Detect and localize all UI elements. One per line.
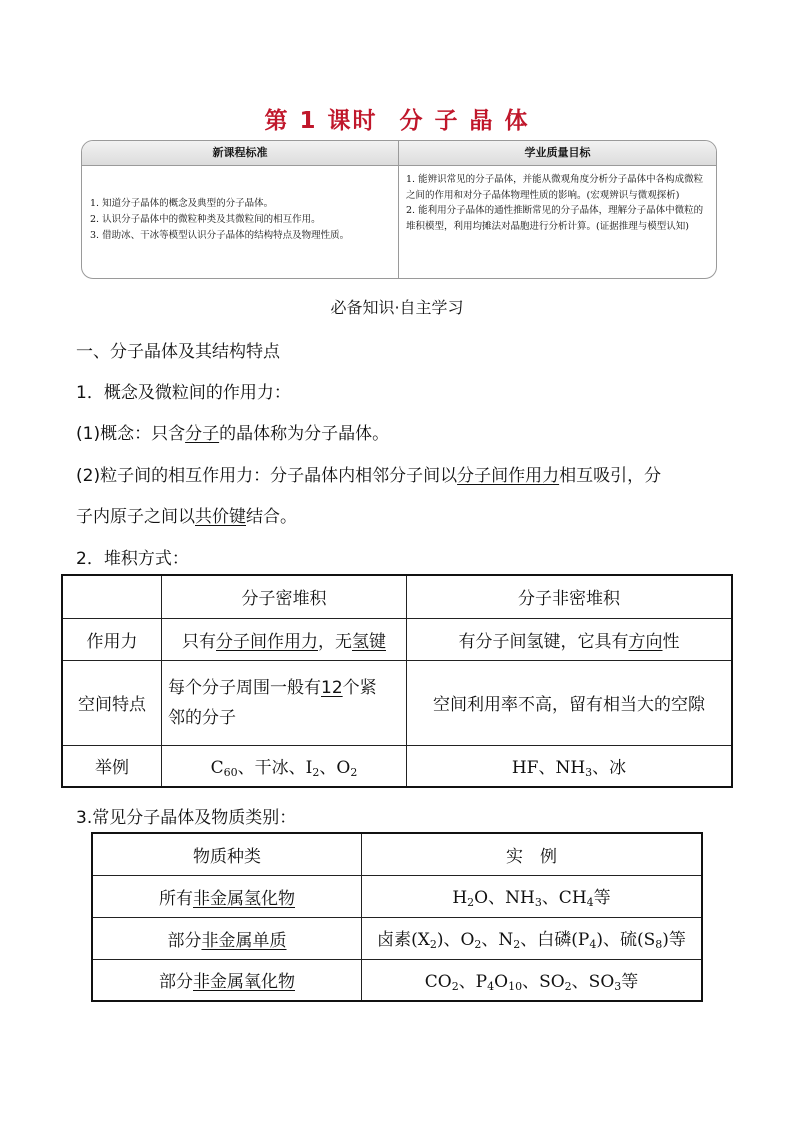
table-row: [92, 833, 702, 875]
table-cell: 有分子间氢键，它具有方向性: [407, 618, 733, 660]
table-cell: 只有分子间作用力，无氢键: [162, 618, 407, 660]
table-cell: 所有非金属氢化物: [92, 875, 362, 917]
table-header: 物质种类: [92, 833, 362, 875]
table-row: [62, 618, 732, 660]
goal-item: 2. 能利用分子晶体的通性推断常见的分子晶体，理解分子晶体中微粒的堆积模型，利用均摊法对晶胞进行分析计算。(证据推理与模型认知): [406, 205, 704, 232]
blank-answer: 分子间作用力: [457, 466, 560, 486]
standards-divider: [398, 141, 399, 278]
blank-answer: 共价键: [195, 507, 246, 527]
item-1-1: (1)概念：只含分子的晶体称为分子晶体。: [76, 424, 390, 444]
row-label: 作用力: [62, 618, 162, 660]
table-cell: 空间利用率不高，留有相当大的空隙: [407, 660, 733, 745]
row-label: 举例: [62, 745, 162, 787]
standard-item: 2. 认识分子晶体中的微粒种类及其微粒间的相互作用。: [90, 214, 321, 225]
table-row: [62, 745, 732, 787]
table-cell: 卤素$(X_2)$、$O_2$、$N_2$、白磷$(P_4)$、硫$(S_8)$等: [362, 917, 703, 959]
standard-item: 3. 借助冰、干冰等模型认识分子晶体的结构特点及物理性质。: [90, 230, 350, 241]
standards-header: [82, 141, 716, 166]
item-3: 3.常见分子晶体及物质类别：: [76, 808, 297, 828]
blank-answer: 分子: [185, 424, 220, 444]
standards-left-list: [90, 196, 390, 244]
standards-left-header: 新课程标准: [212, 146, 268, 159]
table-cell: 每个分子周围一般有12个紧 邻的分子: [162, 660, 407, 745]
standard-item: 1. 知道分子晶体的概念及典型的分子晶体。: [90, 198, 274, 209]
table-row: [62, 660, 732, 745]
table-cell: 部分非金属单质: [92, 917, 362, 959]
table-row: [92, 917, 702, 959]
section-title: 必备知识·自主学习: [330, 298, 464, 317]
row-label: 空间特点: [62, 660, 162, 745]
lesson-number: 第 1 课时: [264, 108, 378, 134]
table-cell: $C_{60}$、干冰、$I_2$、$O_2$: [162, 745, 407, 787]
item-1: 1．概念及微粒间的作用力：: [76, 383, 291, 403]
standards-right-header: 学业质量目标: [524, 146, 591, 159]
table-cell: [62, 575, 162, 618]
table-header: 实 例: [362, 833, 703, 875]
table-header: 分子密堆积: [162, 575, 407, 618]
table-cell: $H_2O$、$NH_3$、$CH_4$等: [362, 875, 703, 917]
item-1-2-cont: 子内原子之间以共价键结合。: [76, 507, 297, 527]
lesson-title: [0, 102, 794, 135]
table-row: [92, 959, 702, 1001]
item-1-2: (2)粒子间的相互作用力：分子晶体内相邻分子间以分子间作用力相互吸引，分: [76, 466, 662, 486]
heading-1: 一、分子晶体及其结构特点: [76, 342, 280, 362]
lesson-topic: 分 子 晶 体: [399, 108, 530, 134]
standards-right-list: [406, 172, 708, 234]
item-2: 2．堆积方式：: [76, 549, 189, 569]
table-row: [62, 575, 732, 618]
table-cell: $CO_2$、$P_4O_{10}$、$SO_2$、$SO_3$等: [362, 959, 703, 1001]
standards-box: [81, 140, 717, 279]
table-row: [92, 875, 702, 917]
table-cell: HF、$NH_3$、冰: [407, 745, 733, 787]
substance-table: [91, 832, 703, 1002]
goal-item: 1. 能辨识常见的分子晶体，并能从微观角度分析分子晶体中各构成微粒之间的作用和对分子晶体物理性质的影响。(宏观辨识与微观探析): [406, 174, 704, 201]
table-header: 分子非密堆积: [407, 575, 733, 618]
stacking-table: [61, 574, 733, 788]
table-cell: 部分非金属氧化物: [92, 959, 362, 1001]
